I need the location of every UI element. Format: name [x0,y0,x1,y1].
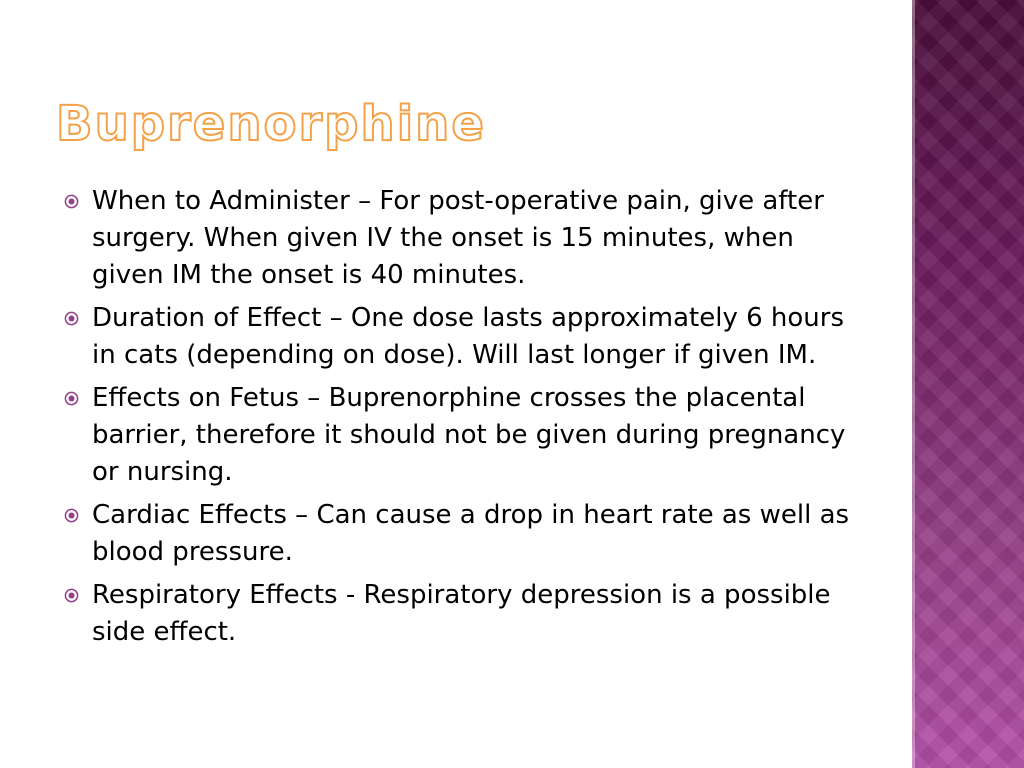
bullet-item [64,380,864,491]
bullet-text: Duration of Effect – One dose lasts approximately 6 hours in cats (depending on dose). Will last longer if given IM. [92,303,845,370]
target-bullet-icon [64,508,79,523]
bullet-text: When to Administer – For post-operative pain, give after surgery. When given IV the onset is 15 minutes, when given IM the onset is 40 minutes. [92,186,824,290]
bullet-item [64,300,864,374]
bullet-list [64,183,864,657]
bullet-item [64,577,864,651]
decorative-side-band [912,0,1024,768]
target-bullet-icon [64,194,79,209]
bullet-item [64,497,864,571]
bullet-item [64,183,864,294]
target-bullet-icon [64,311,79,326]
bullet-text: Respiratory Effects - Respiratory depression is a possible side effect. [92,580,831,647]
bullet-text: Cardiac Effects – Can cause a drop in heart rate as well as blood pressure. [92,500,850,567]
slide-title: Buprenorphine [56,96,486,152]
target-bullet-icon [64,588,79,603]
target-bullet-icon [64,391,79,406]
bullet-text: Effects on Fetus – Buprenorphine crosses the placental barrier, therefore it should not be given during pregnancy or nursing. [92,383,846,487]
